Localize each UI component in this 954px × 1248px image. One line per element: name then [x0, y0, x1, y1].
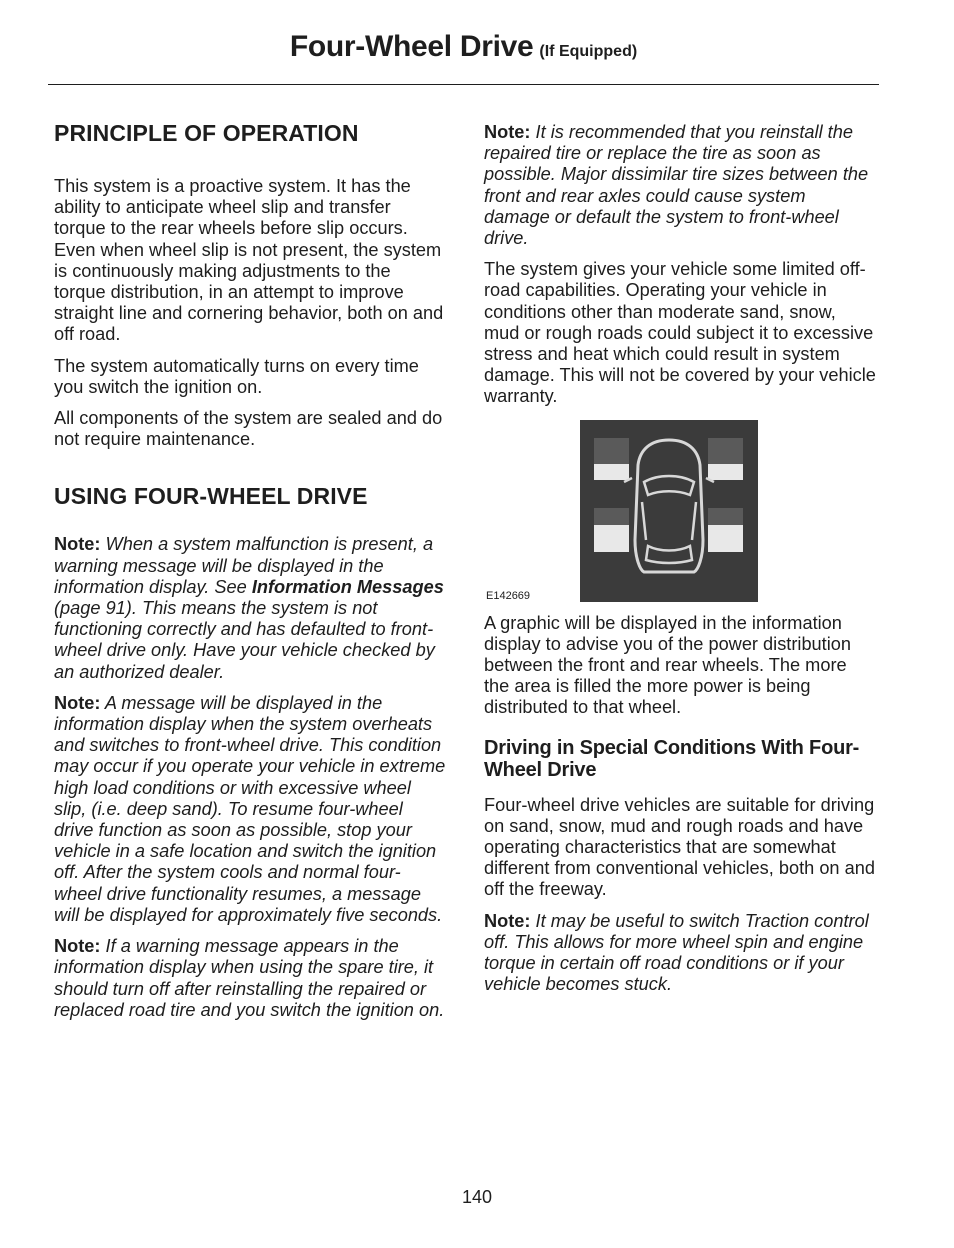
note-malfunction: Note: When a system malfunction is present, a warning message will be displayed in the information display. See Information Messages (page 91). This means the system is not functioning correctly and has defaulted to front-wheel drive only. Have your vehicle checked by an authorized dealer.	[54, 534, 444, 682]
left-column	[54, 120, 446, 1021]
page-subtitle: (If Equipped)	[539, 43, 638, 60]
note-label: Note:	[54, 692, 101, 713]
note-spare-tire: Note: If a warning message appears in the information display when using the spare tire, it should turn off after reinstalling the repaired or replaced road tire and you switch the ignition on.	[54, 936, 445, 1020]
principle-paragraph-1: This system is a proactive system. It has the ability to anticipate wheel slip and transfer torque to the rear wheels before slip occurs. Even when wheel slip is not present, the system is continuously making adjustments to the torque distribution, in an attempt to improve straight line and cornering behavior, both on and off road.	[54, 176, 444, 345]
car-top-view-icon	[580, 420, 758, 602]
note-traction-control: Note: It may be useful to switch Traction control off. This allows for more wheel spin and engine torque in certain off road conditions or if your vehicle becomes stuck.	[484, 910, 869, 995]
page-title: Four-Wheel Drive	[289, 30, 534, 63]
section-heading-principle: PRINCIPLE OF OPERATION	[54, 120, 359, 146]
note-label: Note:	[484, 122, 531, 142]
right-column	[484, 122, 876, 995]
note-label: Note:	[54, 936, 101, 957]
principle-paragraph-2: The system automatically turns on every time you switch the ignition on.	[54, 355, 419, 397]
offroad-paragraph: The system gives your vehicle some limited off-road capabilities. Operating your vehicle in conditions other than moderate sand, snow, mud or rough roads could subject it to excessive stress and heat which could result in system damage. This will not be covered by your vehicle warranty.	[484, 259, 876, 407]
principle-paragraph-3: All components of the system are sealed and do not require maintenance.	[54, 408, 443, 450]
header-divider	[48, 84, 879, 85]
figure-code: E142669	[486, 589, 531, 602]
information-messages-link[interactable]: Information Messages	[251, 576, 444, 597]
power-distribution-graphic	[580, 420, 758, 602]
note-label: Note:	[54, 534, 101, 555]
section-heading-using-4wd: USING FOUR-WHEEL DRIVE	[54, 483, 368, 510]
section-heading-special-conditions: Driving in Special Conditions With Four-Wheel Drive	[484, 736, 860, 781]
power-distribution-figure	[484, 420, 876, 600]
note-label: Note:	[484, 910, 531, 931]
page-number: 140	[461, 1187, 493, 1207]
special-conditions-paragraph: Four-wheel drive vehicles are suitable for driving on sand, snow, mud and rough roads and have operating characteristics that are somewhat different from conventional vehicles, both on and off the freeway.	[484, 794, 875, 900]
graphic-description-paragraph: A graphic will be displayed in the information display to advise you of the power distribution between the front and rear wheels. The more the area is filled the more power is being distributed to that wheel.	[484, 612, 851, 718]
page-header	[48, 30, 879, 64]
note-reinstall-tire: Note: It is recommended that you reinstall the repaired tire or replace the tire as soon as possible. Major dissimilar tire sizes between the front and rear axles could cause system damage or default the system to front-wheel drive.	[484, 122, 869, 249]
note-overheat: Note: A message will be displayed in the information display when the system overheats and switches to front-wheel drive. This condition may occur if you operate your vehicle in extreme high load conditions or with excessive wheel slip, (i.e. deep sand). To resume four-wheel drive function as soon as possible, stop your vehicle in a safe location and switch the ignition off. After the system cools and normal four-wheel drive functionality resumes, a message will be displayed for approximately five seconds.	[54, 692, 446, 925]
